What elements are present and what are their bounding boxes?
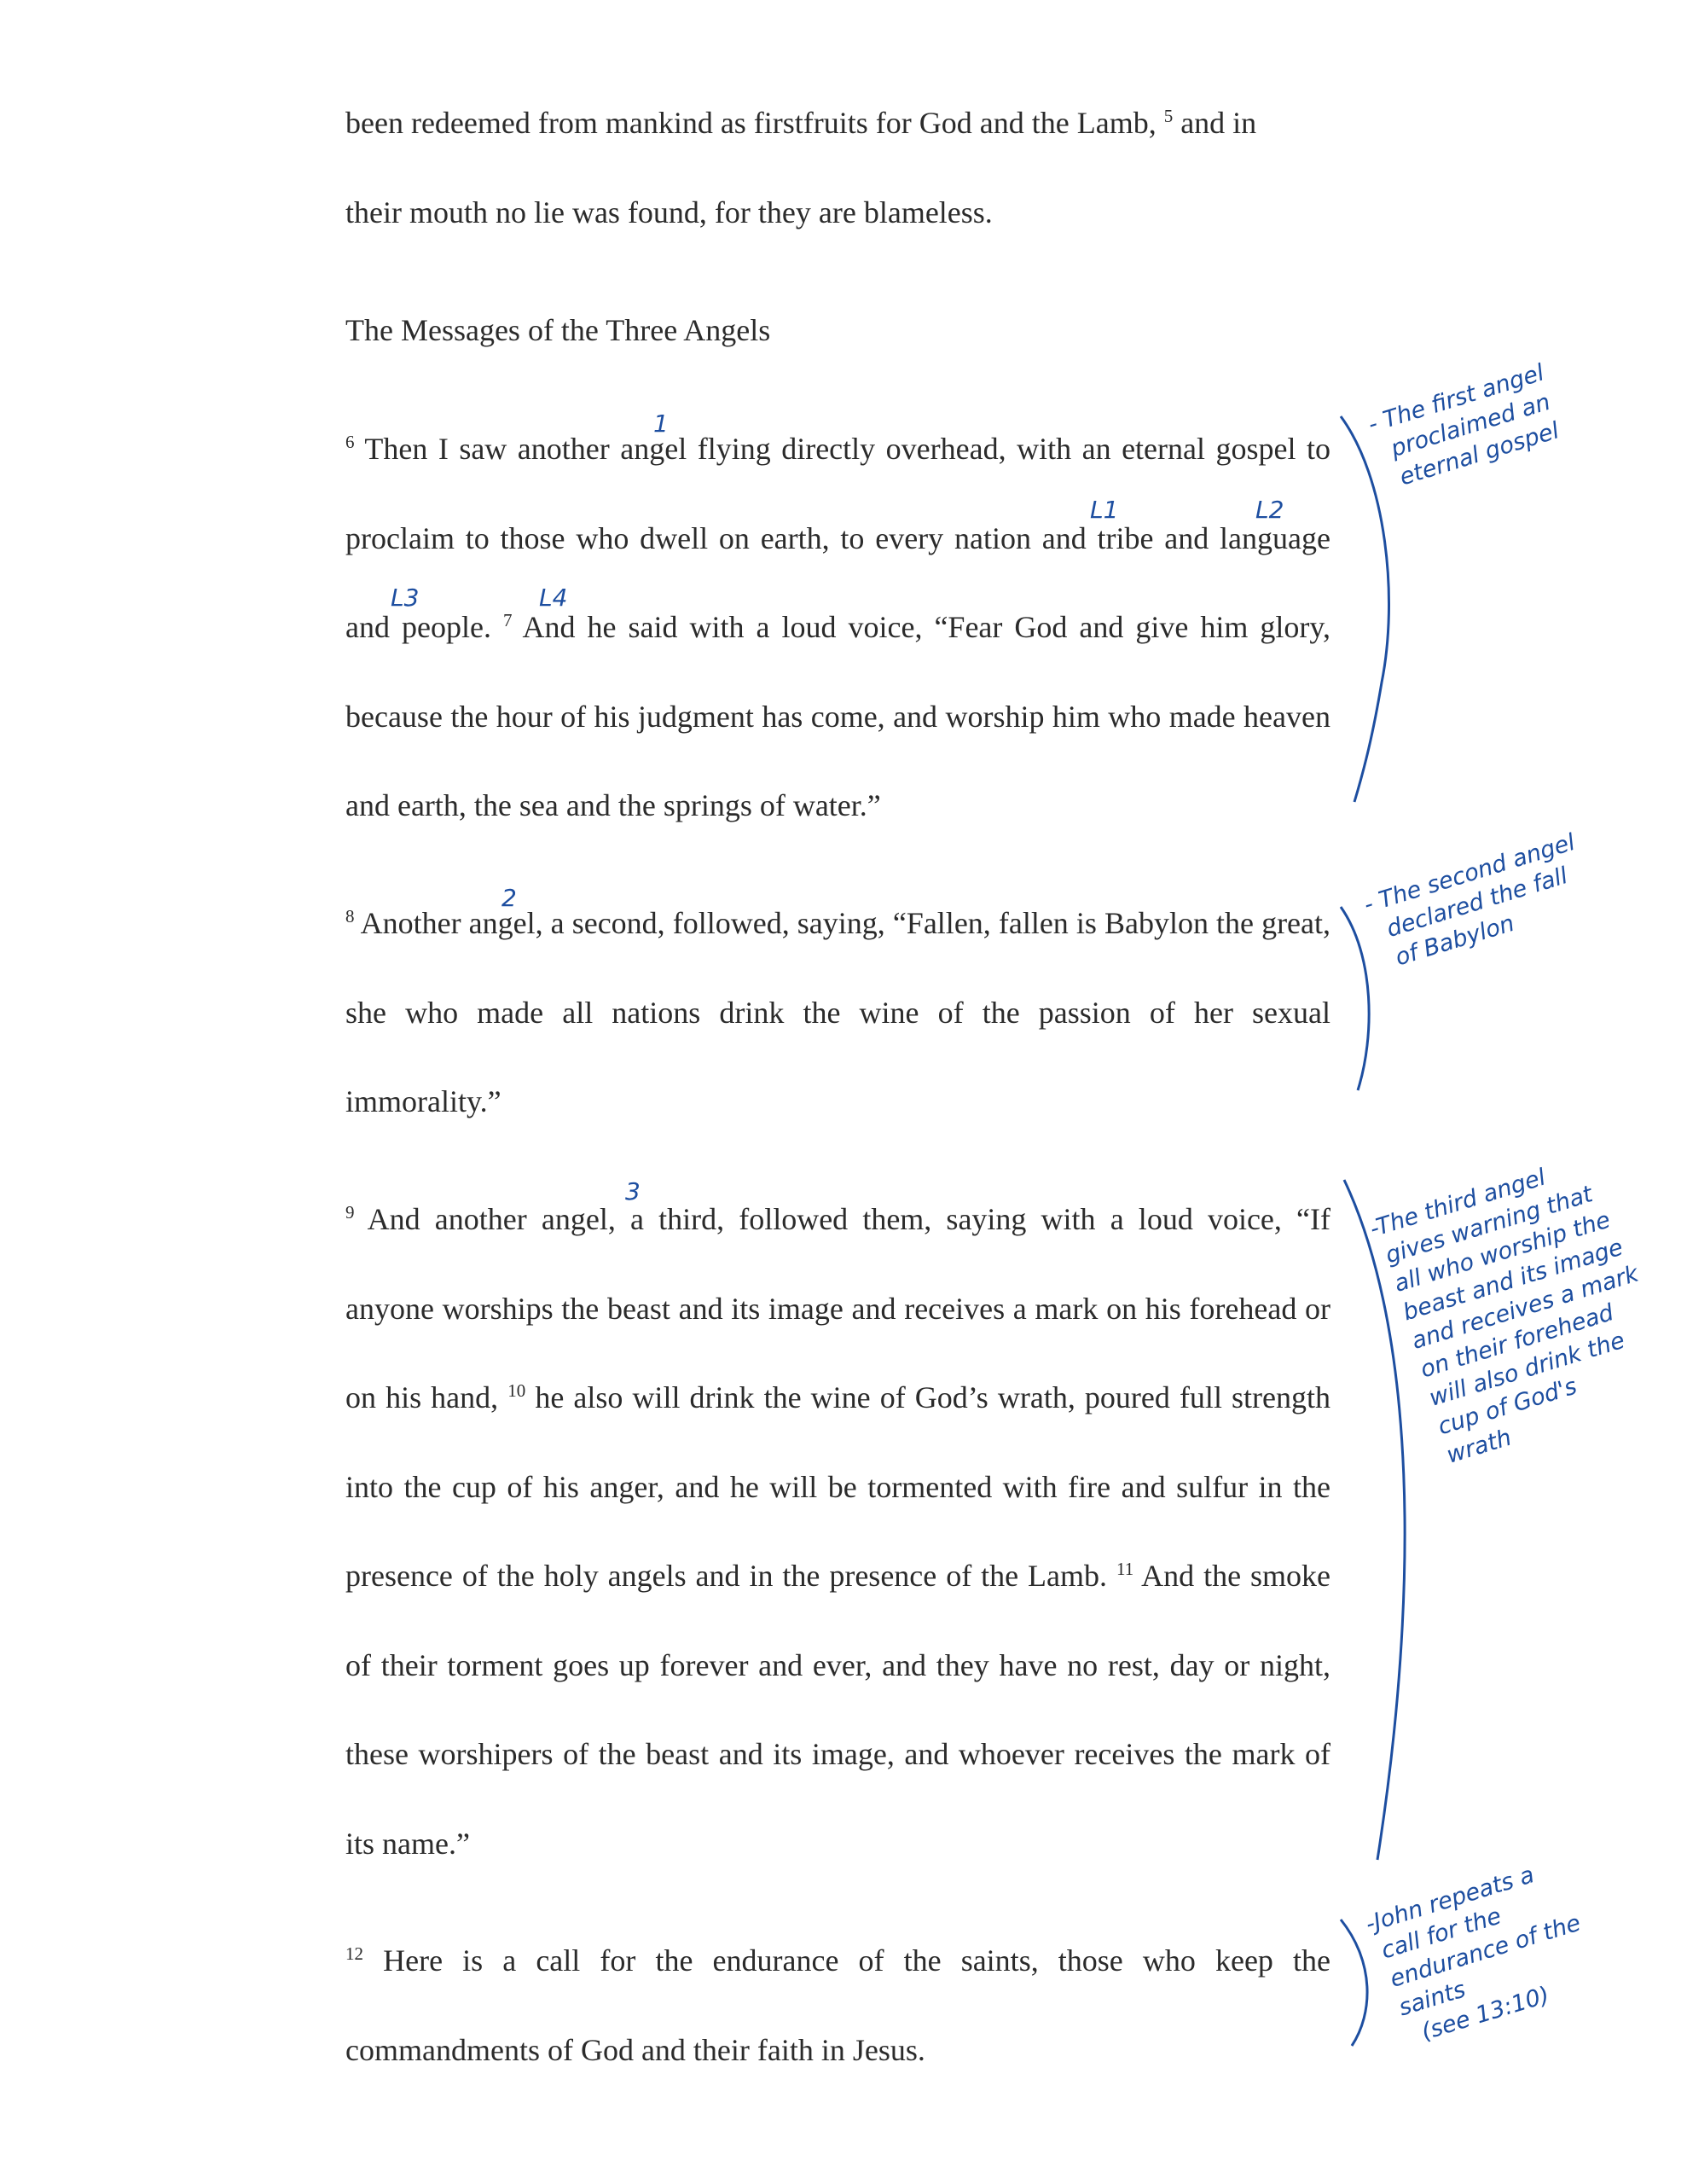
- verse-number: 5: [1163, 106, 1174, 126]
- verse-text: and in: [1180, 106, 1257, 140]
- handwritten-label: L2: [1255, 496, 1284, 524]
- section-heading: The Messages of the Three Angels: [345, 313, 771, 347]
- handwritten-label: 1: [653, 410, 669, 438]
- verse-text: Then I saw another angel flying directly overhead, with an eternal gospel to proclaim to those who dwell on earth, to every nation and tribe and language and people.: [345, 432, 1330, 644]
- verse-number: 11: [1116, 1559, 1134, 1579]
- margin-note-angel-3: -The third angel gives warning that all who worship the beast and its image and receives a mark on their forehead will also drink the cup of God's wrath: [1366, 1164, 1642, 1472]
- verse-number: 8: [345, 906, 355, 926]
- handwritten-label: L1: [1090, 496, 1119, 524]
- verse-number: 7: [502, 610, 513, 630]
- verse-number: 12: [345, 1943, 363, 1964]
- verse-text: been redeemed from mankind as firstfruits for God and the Lamb,: [345, 106, 1157, 140]
- margin-note-angel-1: - The first angel proclaimed an eternal gospel: [1365, 359, 1562, 496]
- bracket-saints: [1341, 1920, 1367, 2046]
- verse-text: Here is a call for the endurance of the saints, those who keep the commandments of God and their faith in Jesus.: [345, 1943, 1331, 2067]
- verse-text: he also will drink the wine of God’s wrath, poured full strength into the cup of his anger, and he will be tormented with fire and sulfur in the presence of the holy angels and in the presence of the Lamb.: [345, 1380, 1330, 1593]
- verse-text: And the smoke of their torment goes up forever and ever, and they have no rest, day or night, these worshipers of the beast and its image, and whoever receives the mark of its name.”: [345, 1559, 1331, 1861]
- verse-text: And he said with a loud voice, “Fear God and give him glory, because the hour of his judgment has come, and worship him who made heaven and earth, the sea and the springs of water.”: [345, 610, 1331, 822]
- verse-text: Another angel, a second, followed, saying, “Fallen, fallen is Babylon the great, she who made all nations drink the wine of the passion of her sexual immorality.”: [345, 906, 1331, 1118]
- bracket-angel-2: [1341, 907, 1369, 1090]
- handwritten-label: 3: [625, 1177, 641, 1205]
- handwritten-label: L4: [539, 584, 568, 612]
- handwritten-label: L3: [391, 584, 420, 612]
- verse-text: And another angel, a third, followed them, saying with a loud voice, “If anyone worships the beast and its image and receives a mark on his forehead or on his hand,: [345, 1202, 1330, 1414]
- verse-number: 6: [345, 432, 355, 452]
- verse-number: 9: [345, 1202, 355, 1223]
- verse-text: their mouth no lie was found, for they are blameless.: [345, 195, 993, 229]
- margin-note-angel-2: - The second angel declared the fall of Babylon: [1360, 828, 1579, 976]
- handwritten-label: 2: [501, 884, 517, 912]
- bracket-angel-1: [1341, 416, 1389, 802]
- verse-number: 10: [507, 1380, 526, 1401]
- margin-note-saints: -John repeats a call for the endurance of the saints (see 13:10): [1362, 1862, 1584, 2053]
